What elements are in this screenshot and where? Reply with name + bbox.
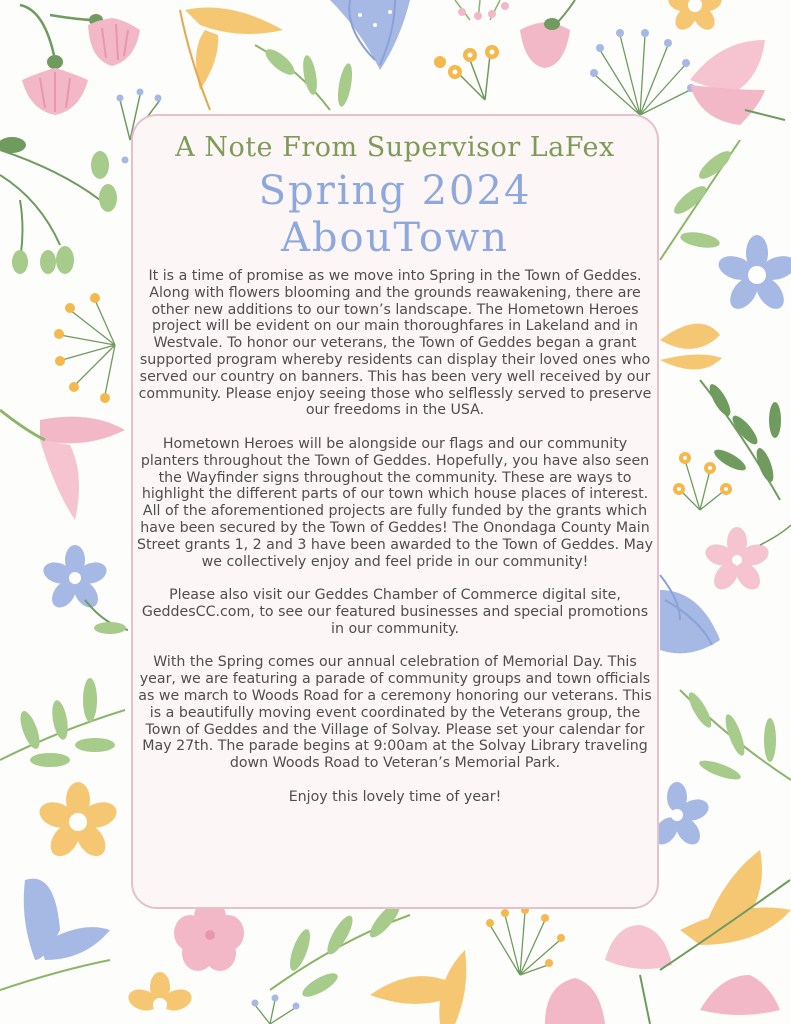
- note-title: A Note From Supervisor LaFex: [175, 132, 615, 163]
- paragraph: Enjoy this lovely time of year!: [288, 788, 502, 805]
- dandelion-seed-icon: [486, 906, 565, 975]
- green-leaf-sprig-icon: [255, 45, 355, 110]
- green-leaf-sprig-icon: [0, 678, 125, 767]
- green-leaf-sprig-icon: [700, 380, 781, 500]
- yellow-flower-cluster-icon: [54, 293, 115, 403]
- paragraph: Please also visit our Geddes Chamber of Commerce digital site, GeddesCC.com, to see our featured businesses and special promotions in our community.: [141, 587, 649, 637]
- orange-daisy-icon: [126, 972, 195, 1014]
- pink-lotus-icon: [690, 40, 785, 125]
- berry-sprig-icon: [455, 0, 509, 20]
- letter-body: [135, 268, 655, 822]
- issue-title-line2: AbouTown: [281, 215, 509, 261]
- pink-lotus-icon: [0, 410, 125, 520]
- yellow-petal-leaf-icon: [660, 850, 791, 970]
- pink-tulip-icon: [520, 0, 575, 68]
- green-leaf-sprig-icon: [0, 137, 117, 274]
- pink-lotus-icon: [545, 925, 780, 1024]
- blue-tulip-icon: [330, 0, 410, 70]
- blue-tulip-icon: [660, 575, 720, 653]
- yellow-petal-leaf-icon: [180, 8, 283, 111]
- orange-daisy-icon: [36, 782, 120, 862]
- pink-hibiscus-icon: [174, 899, 244, 971]
- yellow-flower-cluster-icon: [434, 45, 499, 100]
- green-leaf-sprig-icon: [680, 690, 791, 783]
- berry-sprig-icon: [252, 995, 300, 1024]
- orange-daisy-icon: [666, 0, 724, 34]
- yellow-petal-leaf-icon: [370, 950, 466, 1024]
- issue-title: [133, 168, 657, 262]
- note-card: [131, 114, 659, 909]
- green-leaf-sprig-icon: [660, 140, 740, 260]
- pink-daisy-icon: [703, 525, 791, 594]
- paragraph: Hometown Heroes will be alongside our flags and our community planters throughout the Town of Geddes. Hopefully, you have also seen the Wayfinder signs throughout the community. These are ways to highlight the different parts of our town which house places of interest. All of the aforementioned projects are fully funded by the grants which have been secured by the Town of Geddes! The Onondaga County Main Street grants 1, 2 and 3 have been awarded to the Town of Geddes. May we collectively enjoy and feel pride in our community!: [136, 435, 653, 570]
- issue-title-line1: Spring 2024: [258, 168, 532, 214]
- blue-daisy-icon: [41, 545, 128, 634]
- blue-tulip-icon: [0, 879, 110, 990]
- yellow-petal-leaf-icon: [660, 324, 722, 370]
- blue-daisy-icon: [715, 235, 791, 314]
- paragraph: It is a time of promise as we move into Spring in the Town of Geddes. Along with flowers blooming and the grounds reawakening, there are other new additions to our town’s landscape. The Hometown Heroes project will be evident on our main thoroughfares in Lakeland and in Westvale. To honor our veterans, the Town of Geddes began a grant supported program whereby residents can display their loved ones who served our country on banners. This has been very well received by our community. Please enjoy seeing those who selflessly served to preserve our freedoms in the USA.: [138, 268, 652, 419]
- dandelion-seed-icon: [590, 29, 695, 115]
- paragraph: With the Spring comes our annual celebration of Memorial Day. This year, we are featuring a parade of community groups and town officials as we march to Woods Road for a ceremony honoring our veterans. This is a beautifully moving event coordinated by the Veterans group, the Town of Geddes and the Village of Solvay. Please set your calendar for May 27th. The parade begins at 9:00am at the Solvay Library traveling down Woods Road to Veteran’s Memorial Park.: [138, 654, 652, 772]
